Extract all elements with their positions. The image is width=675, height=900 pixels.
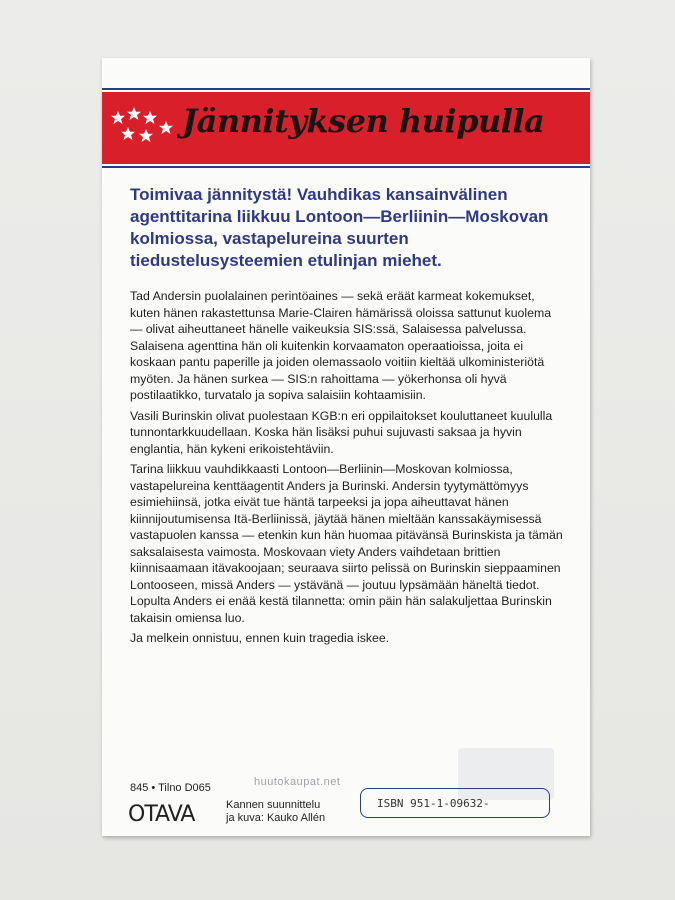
description-body <box>130 288 566 651</box>
publisher-logo: OTAVA <box>128 802 195 827</box>
isbn-box: ISBN 951-1-09632- <box>360 788 550 818</box>
title-banner <box>102 90 590 166</box>
cover-credit <box>226 799 325 825</box>
paragraph-3: Tarina liikkuu vauhdikkaasti Lontoon—Berliinin—Moskovan kolmiossa, vastapelureina kenttäagentit Anders ja Burinski. Andersin tyytymättömyys esimiehiinsä, jotka eivät tue häntä tarpeeksi ja jopa aiheuttavat hänen kiinnijoutumisensa Itä-Berliinissä, jäytää hänen mieltään kanssakäymisessä vastapuolen kanssa — etenkin kun hän huomaa pitävänsä Burinskista ja tämän saksalaisesta vaimosta. Moskovaan viety Anders vaihdetaan brittien kiinnisaamaan itävakoojaan; seuraava siirto pelissä on Burinskin sieppaaminen Lontooseen, missä Anders — ystävänä — joutuu lypsämään häneltä tiedot. Lopulta Anders ei enää kestä tilannetta: omin päin hän salakuljettaa Burinskin takaisin omiensa luo. <box>130 462 563 625</box>
lead-text: Toimivaa jännitystä! Vauhdikas kansainvälinen agenttitarina liikkuu Lontoon—Berliinin—Moskovan kolmiossa, vastapelureina suurten tiedustelusysteemien etulinjan miehet. <box>130 185 549 270</box>
stars-icon <box>104 104 178 152</box>
book-back-cover <box>102 58 590 836</box>
paragraph-4: Ja melkein onnistuu, ennen kuin tragedia iskee. <box>130 631 390 645</box>
banner-title: Jännityksen huipulla <box>182 102 545 140</box>
watermark-text: huutokaupat.net <box>254 776 341 788</box>
credit-line-1: Kannen suunnittelu <box>226 799 321 811</box>
paragraph-2: Vasili Burinskin olivat puolestaan KGB:n eri oppilaitokset kouluttaneet kuululla tunnontarkkuudellaan. Koska hän lisäksi puhui sujuvasti saksaa ja hyvin englantia, hän kykeni erikoistehtäviin. <box>130 408 553 456</box>
paragraph-1: Tad Andersin puolalainen perintöaines — sekä eräät karmeat kokemukset, kuten hänen rakastettunsa Marie-Clairen hämärissä oloissa sattunut kuolema — olivat aiheuttaneet hänelle vaikeuksia SIS:ssä, Salaisessa palvelussa. Salaisena agenttina hän oli kuitenkin korvaamaton operaatioissa, joita ei koskaan pantu paperille ja joiden olemassaolo voitiin kieltää ulkoministeriötä myöten. Ja hänen surkea — SIS:n rahoittama — yökerhonsa oli hyvä postilaatikko, turvatalo ja sopiva salaisiin kohtaamisiin. <box>130 289 552 402</box>
credit-line-2: ja kuva: Kauko Allén <box>226 812 326 824</box>
catalog-code: 845 • Tilno D065 <box>130 782 211 794</box>
